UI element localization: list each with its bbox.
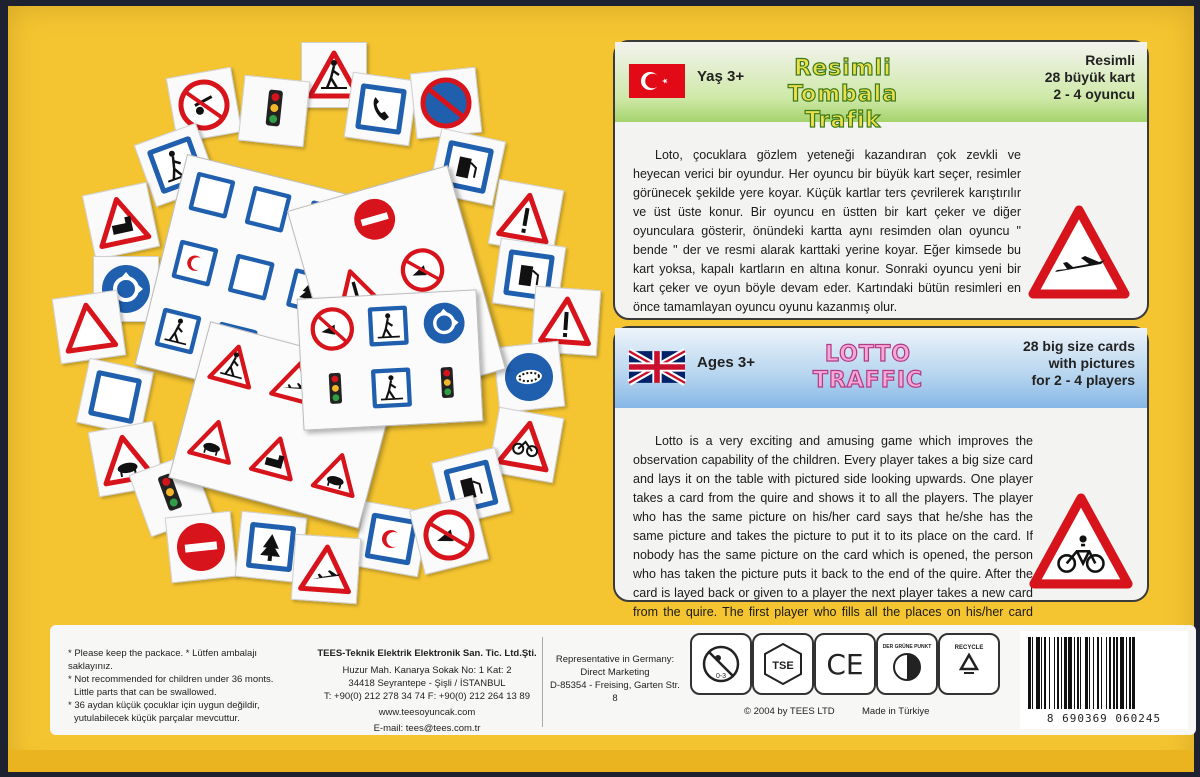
barcode-bar — [1077, 637, 1078, 709]
traffic-sign-icon — [499, 347, 558, 406]
traffic-sign-icon — [185, 412, 241, 468]
company-web: www.teesoyuncak.com — [378, 707, 476, 718]
barcode-bar — [1068, 637, 1072, 709]
tse-logo — [752, 633, 814, 695]
traffic-sign-icon — [495, 414, 558, 477]
board-sign-cell — [206, 337, 262, 393]
barcode-bar — [1109, 637, 1112, 709]
barcode-bar — [1097, 637, 1100, 709]
warning-line: Little parts that can be swallowed. — [74, 687, 217, 698]
warning-line: * Please keep the packace. * Lütfen ambalajı saklayınız. — [68, 648, 258, 672]
copyright: © 2004 by TEES LTD — [744, 706, 835, 717]
divider — [542, 637, 543, 727]
tr-title-line1: Resimli Tombala — [787, 56, 899, 107]
no-baby-icon — [700, 643, 742, 685]
barcode-bar — [1041, 637, 1042, 709]
rep-line: Representative in Germany: — [555, 654, 675, 665]
turkish-panel — [613, 40, 1149, 320]
en-info-line: 28 big size cards — [1022, 338, 1135, 354]
traffic-sign-icon — [241, 517, 300, 576]
cert-age-text: 0-3 — [715, 673, 727, 680]
english-panel — [613, 326, 1149, 619]
barcode-bar — [1057, 637, 1060, 709]
traffic-sign-icon — [351, 79, 412, 140]
airplane-warning-sign-icon — [1029, 206, 1129, 298]
barcode-bar — [1064, 637, 1067, 709]
barcode-bar — [1080, 637, 1081, 709]
traffic-sign-icon — [150, 303, 206, 359]
traffic-sign-icon — [167, 235, 223, 291]
barcode-bar — [1116, 637, 1117, 709]
traffic-sign-icon — [59, 297, 120, 358]
traffic-sign-card — [238, 75, 311, 148]
board-sign-cell — [367, 364, 415, 412]
warnings — [68, 647, 298, 725]
traffic-sign-icon — [247, 429, 303, 485]
cert-ce-text: CE — [826, 647, 864, 681]
traffic-sign-icon — [244, 81, 303, 140]
cert-recycle-text: RECYCLE — [954, 645, 984, 651]
traffic-sign-icon — [184, 167, 240, 223]
address-line: T: +90(0) 212 278 34 74 F: +90(0) 212 264 13 89 — [324, 691, 530, 702]
board-sign-cell — [185, 412, 241, 468]
traffic-sign-icon — [364, 302, 412, 350]
barcode-number: 8 690369 060245 — [1046, 712, 1162, 725]
warning-line: yutulabilecek küçük parçalar mevcuttur. — [74, 713, 240, 724]
board-sign-cell — [394, 242, 451, 299]
company-email: E-mail: tees@tees.com.tr — [373, 723, 481, 734]
tr-body: Loto, çocuklara gözlem yeteneği kazandıran çok zevkli ve heyecan verici bir oyundur. Her oyuncu bir büyük kart seçer, resimler görünecek şekilde yere koyar. Küçük kartlar ters çevrilerek karıştırılır ve üst üste konur. Bir oyuncu en üstten bir kart çeker ve diğer oyunculara gösterir, önündeki kartta aynı resimden olan oyuncu " bende " der ve resmi alarak karttaki yerine koyar. Eğer kimsede bu kart yoksa, kapalı kartların en altına konur. Sonraki oyuncu yeni bir kart çeker ve oyun böyle devam eder. Kartındaki bütün resimleri en önce tamamlayan oyuncu oyunu kazanmış olur. — [633, 148, 1021, 314]
board-sign-cell — [420, 299, 468, 347]
board-sign-cell — [346, 191, 403, 248]
traffic-sign-icon — [223, 249, 279, 305]
made-in: Made in Türkiye — [862, 706, 930, 717]
turkish-flag-icon — [629, 64, 685, 98]
traffic-sign-icon — [83, 365, 147, 429]
warning-line: * Not recommended for children under 36 monts. — [68, 674, 274, 685]
board-sign-cell — [311, 367, 359, 415]
traffic-sign-icon — [346, 191, 403, 248]
board-sign-cell — [309, 445, 365, 501]
en-body: Lotto is a very exciting and amusing game which improves the observation capability of the children. Every player takes a big size card and lays it on the table with pictured side looking upwards. One player takes a card from the quire and shows it to all the players. The player who has the same picture on his/her card says that he/she has the same picture and takes the picture to put it to its place on the card. If nobody has the same picture on the card which is opened, the person who has taken the picture puts it back to the end of the quire. After the card is layed back or given to a player the next player takes a new card from the quire. The first player who fills all the places on his/her card — [633, 434, 1033, 619]
barcode-bar — [1126, 637, 1127, 709]
board-sign-cell — [167, 235, 223, 291]
barcode-bar — [1101, 637, 1102, 709]
tr-info-line: 28 büyük kart — [1044, 69, 1135, 85]
en-info-line: for 2 - 4 players — [1031, 372, 1135, 388]
cert-gp-text: DER GRÜNE PUNKT — [882, 644, 932, 650]
en-title — [793, 342, 943, 394]
traffic-sign-card — [344, 72, 419, 147]
en-info — [985, 338, 1135, 389]
tr-info-line: 2 - 4 oyuncu — [1053, 86, 1135, 102]
traffic-sign-icon — [416, 502, 481, 567]
recycle-logo — [938, 633, 1000, 695]
tr-title-line2: Trafik — [804, 108, 882, 133]
barcode-bar — [1074, 637, 1075, 709]
traffic-sign-card — [493, 341, 566, 414]
barcode-bar — [1054, 637, 1055, 709]
traffic-sign-icon — [240, 181, 296, 237]
traffic-sign-icon — [308, 305, 356, 353]
company-name: TEES-Teknik Elektrik Elektronik San. Tic. Ltd.Şti. — [317, 648, 537, 659]
board-sign-cell — [150, 303, 206, 359]
game-box-back — [8, 6, 1194, 772]
barcode-bar — [1049, 637, 1050, 709]
tse-emblem-icon — [760, 641, 806, 687]
barcode-bar — [1061, 637, 1062, 709]
recycle-icon — [944, 639, 994, 689]
traffic-sign-card — [291, 534, 361, 604]
barcode — [1020, 631, 1188, 729]
barcode-bars — [1028, 637, 1180, 709]
bicycle-warning-sign-icon — [1029, 494, 1133, 588]
board-sign-cell — [240, 181, 296, 237]
footer-info-strip — [50, 625, 1196, 735]
rep-line: Direct Marketing — [580, 667, 650, 678]
rep-line: D-85354 - Freising, Garten Str. 8 — [550, 680, 680, 704]
traffic-sign-icon — [367, 364, 415, 412]
barcode-bar — [1032, 637, 1033, 709]
box-bottom-edge — [8, 750, 1194, 772]
board-sign-cell — [308, 305, 356, 353]
board-sign-cell — [184, 167, 240, 223]
green-dot-logo — [876, 633, 938, 695]
traffic-sign-icon — [89, 189, 153, 253]
barcode-bar — [1036, 637, 1040, 709]
board-sign-cell — [423, 361, 471, 409]
board-sign-cell — [364, 302, 412, 350]
company-info — [312, 647, 542, 735]
barcode-bar — [1089, 637, 1090, 709]
traffic-sign-icon — [309, 445, 365, 501]
traffic-sign-card — [82, 182, 160, 260]
cert-tse-text: TSE — [772, 660, 794, 672]
en-title-line1: LOTTO — [824, 342, 912, 367]
address-line: 34418 Seyrantepe - Şişli / İSTANBUL — [348, 678, 506, 689]
barcode-bar — [1129, 637, 1130, 709]
green-dot-icon — [882, 639, 932, 689]
traffic-sign-icon — [206, 337, 262, 393]
tr-title — [743, 56, 943, 134]
traffic-sign-icon — [420, 299, 468, 347]
warning-line: * 36 aydan küçük çocuklar için uygun değildir, — [68, 700, 260, 711]
traffic-sign-card — [52, 290, 127, 365]
age-warning-logo — [690, 633, 752, 695]
address-line: Huzur Mah. Kanarya Sokak No: 1 Kat: 2 — [342, 665, 512, 676]
barcode-bar — [1028, 637, 1031, 709]
representative-info — [550, 653, 680, 705]
barcode-bar — [1106, 637, 1107, 709]
en-title-line2: TRAFFIC — [812, 368, 924, 393]
traffic-sign-icon — [171, 517, 230, 576]
barcode-bar — [1044, 637, 1047, 709]
tr-info-line: Resimli — [1085, 52, 1135, 68]
board-sign-cell — [247, 429, 303, 485]
barcode-bar — [1085, 637, 1088, 709]
traffic-sign-icon — [394, 242, 451, 299]
barcode-bar — [1132, 637, 1135, 709]
traffic-sign-icon — [297, 540, 355, 598]
uk-flag-icon — [629, 350, 685, 384]
traffic-sign-icon — [416, 73, 475, 132]
barcode-bar — [1120, 637, 1124, 709]
barcode-bar — [1113, 637, 1116, 709]
en-info-line: with pictures — [1048, 355, 1135, 371]
traffic-sign-icon — [311, 367, 359, 415]
barcode-bar — [1093, 637, 1094, 709]
en-age: Ages 3+ — [697, 354, 755, 371]
traffic-sign-card — [165, 511, 238, 584]
traffic-sign-icon — [423, 361, 471, 409]
tr-info — [1005, 52, 1135, 103]
tr-age: Yaş 3+ — [697, 68, 745, 85]
ce-mark — [814, 633, 876, 695]
lotto-board-4 — [297, 289, 484, 430]
board-sign-cell — [223, 249, 279, 305]
